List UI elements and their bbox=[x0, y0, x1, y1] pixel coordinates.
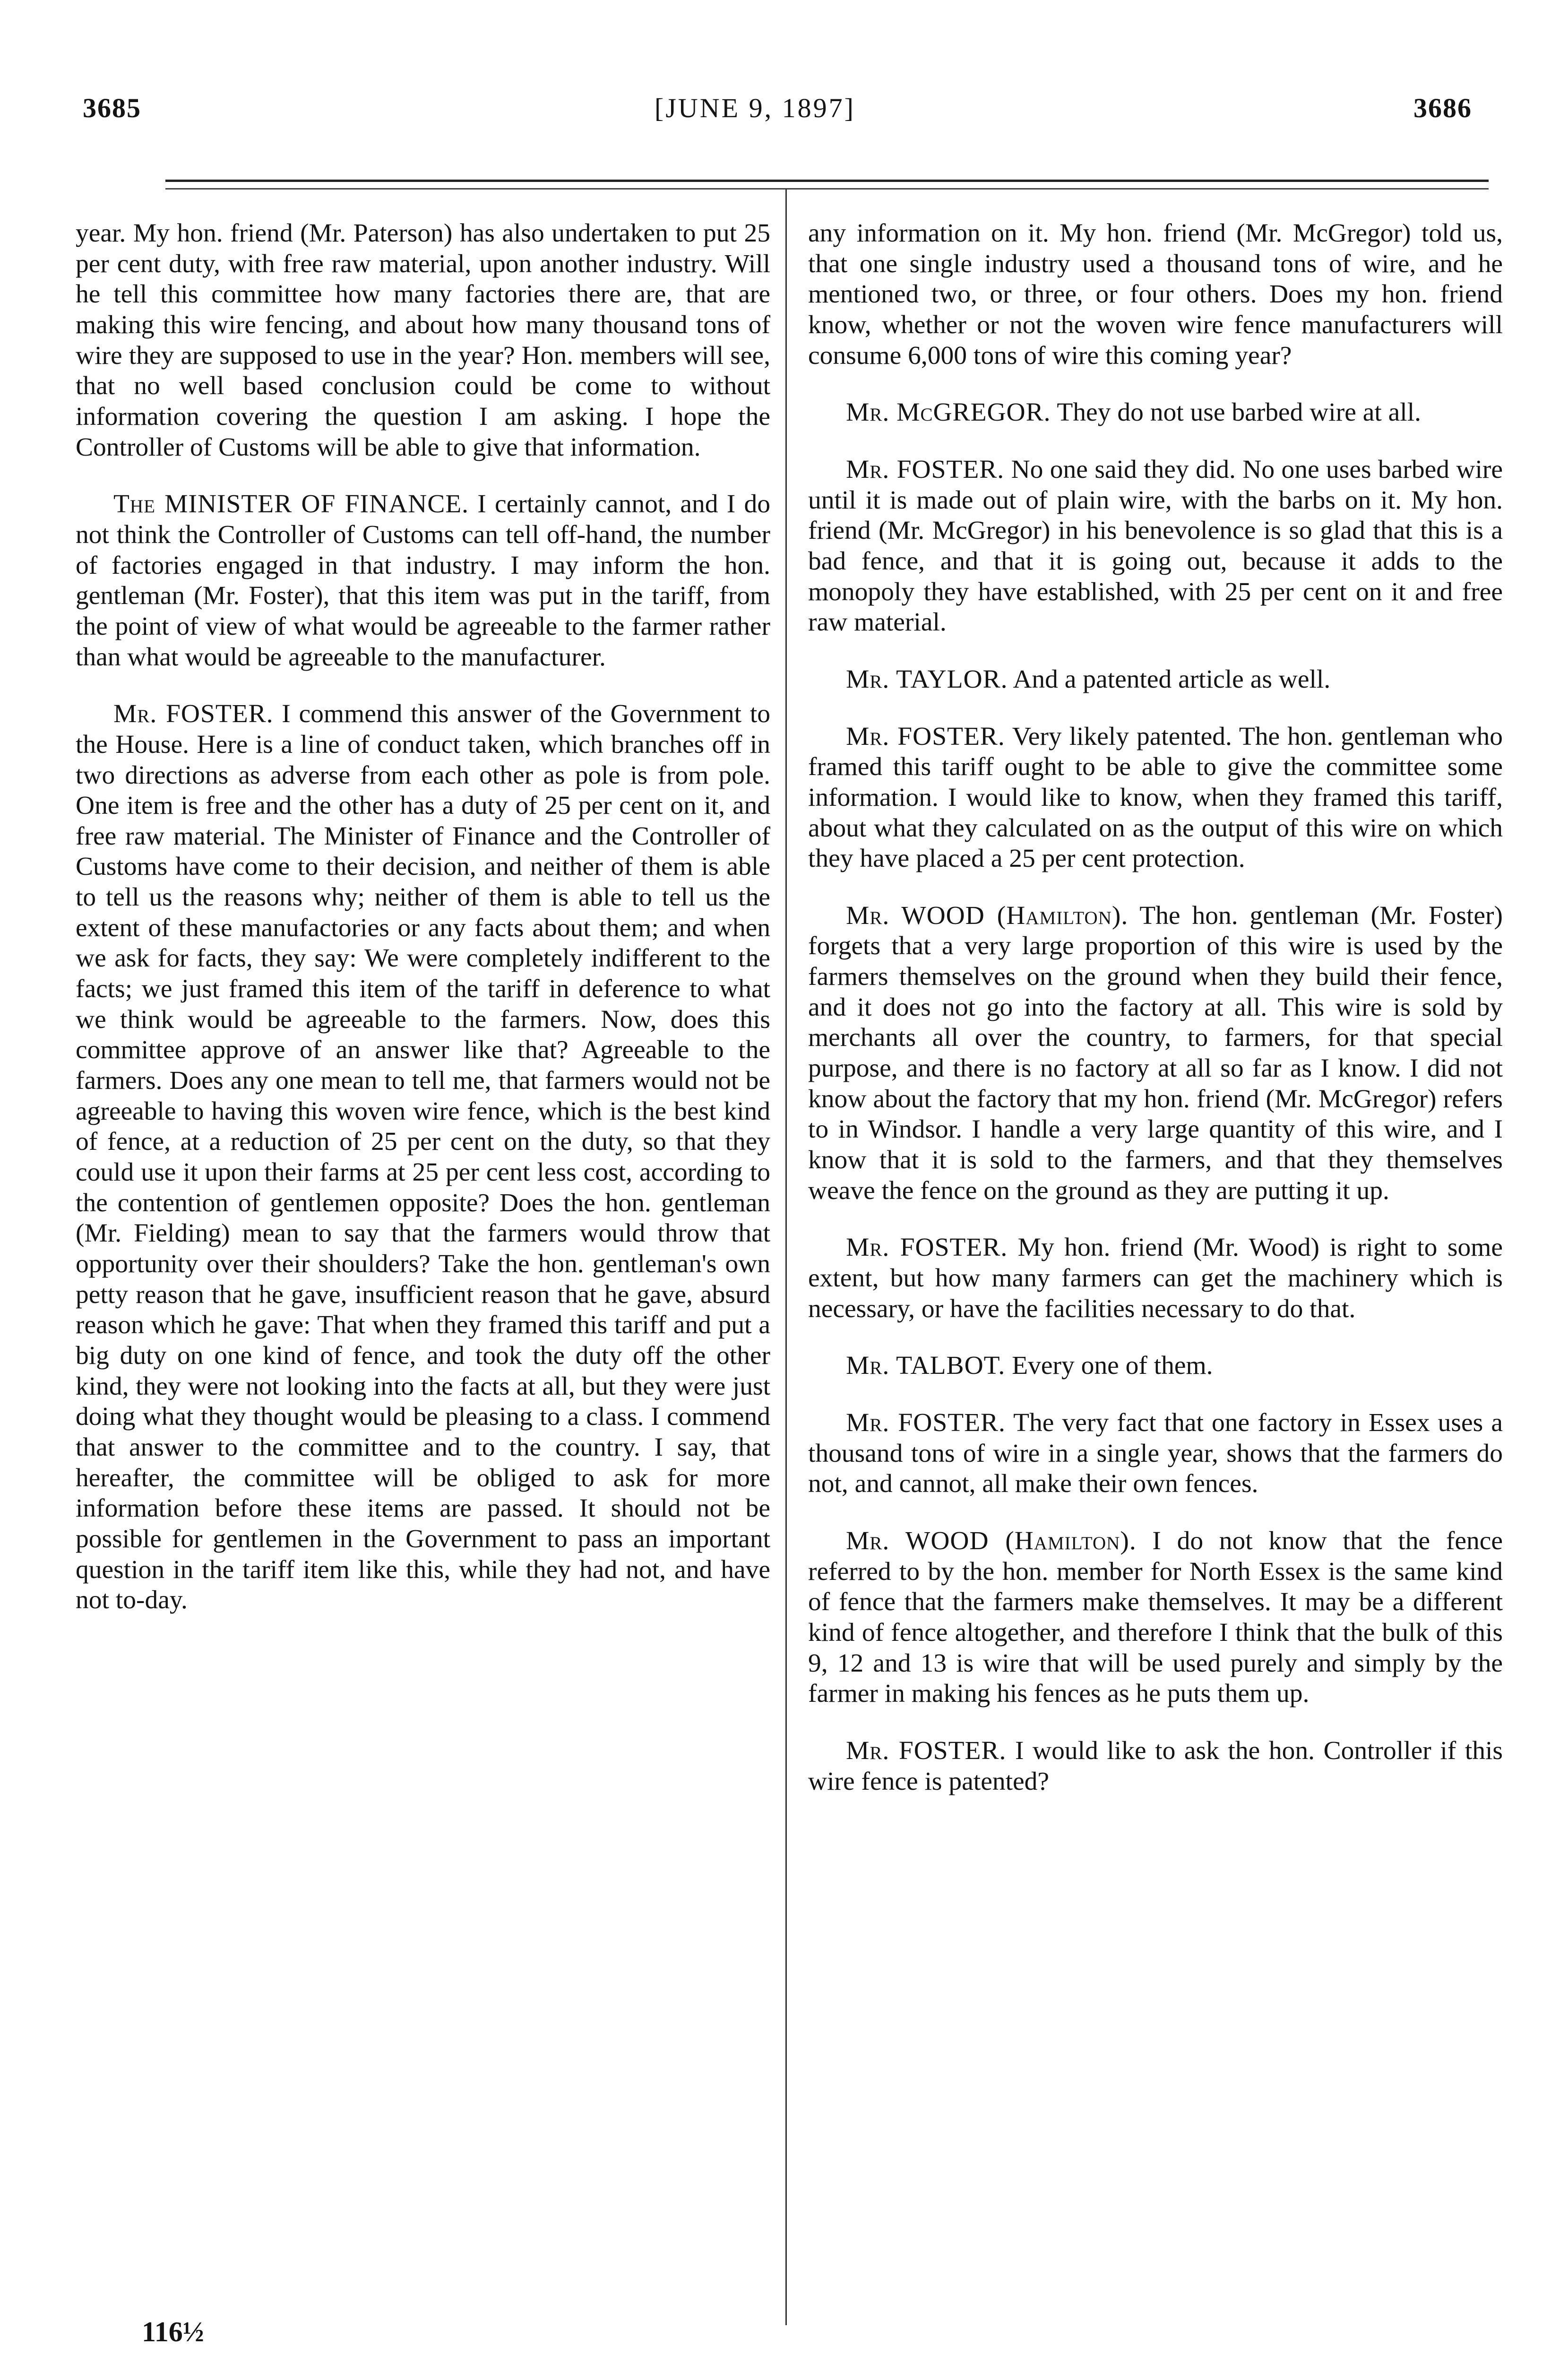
speaker-name: Mr. FOSTER. bbox=[846, 455, 1005, 484]
page-header bbox=[83, 92, 1472, 135]
speaker-name: Mr. WOOD (Hamilton). bbox=[846, 901, 1129, 930]
paragraph bbox=[808, 1408, 1503, 1500]
paragraph-text: I certainly cannot, and I do not think the Controller of Customs can tell off-hand, the number of factories engaged in that industry. I may inform the hon. gentleman (Mr. Foster), that this item was put in the tariff, from the point of view of what would be agreeable to the farmer rather than what would be agreeable to the manufacturer. bbox=[76, 490, 770, 672]
right-page-number: 3686 bbox=[1413, 93, 1472, 123]
paragraph-text: My hon. friend (Mr. Wood) is right to some extent, but how many farmers can get the machinery which is necessary, or have the facilities necessary to do that. bbox=[808, 1233, 1503, 1323]
paragraph-text: The hon. gentleman (Mr. Foster) forgets that a very large proportion of this wire is used by the farmers themselves on the ground when they build their fence, and it does not go into the factory at all. This wire is sold by merchants all over the country, to farmers, for that special purpose, and there is no factory at all so far as I know. I did not know about the factory that my hon. friend (Mr. McGregor) refers to in Windsor. I handle a very large quantity of this wire, and I know that it is sold to the farmers, and that they themselves weave the fence on the ground as they are putting it up. bbox=[808, 901, 1503, 1205]
paragraph-text: The very fact that one factory in Essex uses a thousand tons of wire in a single year, shows that the farmers do not, and cannot, all make their own fences. bbox=[808, 1408, 1503, 1499]
paragraph bbox=[76, 218, 770, 463]
right-column bbox=[808, 218, 1503, 1823]
speaker-name: Mr. FOSTER. bbox=[113, 699, 274, 729]
paragraph-text: No one said they did. No one uses barbed wire until it is made out of plain wire, with the barbs on it. My hon. friend (Mr. McGregor) in his benevolence is so glad that this is a bad fence, and that it is going out, because it adds to the monopoly they have established, with 25 per cent on it and free raw material. bbox=[808, 455, 1503, 637]
speaker-name: Mr. FOSTER. bbox=[846, 722, 1005, 751]
paragraph bbox=[808, 901, 1503, 1207]
speaker-name: Mr. McGREGOR. bbox=[846, 398, 1051, 427]
paragraph bbox=[808, 397, 1503, 428]
paragraph-text: Every one of them. bbox=[1012, 1351, 1213, 1380]
paragraph-text: Very likely patented. The hon. gentleman who framed this tariff ought to be able to give the committee some information. I would like to know, when they framed this tariff, about what they calculated on as the output of this wire on which they have placed a 25 per cent protection. bbox=[808, 722, 1503, 873]
left-column bbox=[76, 218, 770, 1642]
paragraph-text: They do not use barbed wire at all. bbox=[1057, 398, 1421, 427]
speaker-name: The MINISTER OF FINANCE. bbox=[113, 490, 469, 519]
paragraph bbox=[808, 1351, 1503, 1381]
paragraph-text: I would like to ask the hon. Controller if this wire fence is patented? bbox=[808, 1736, 1503, 1796]
paragraph-text: I commend this answer of the Government to the House. Here is a line of conduct taken, which branches off in two directions as adverse from each other as pole is from pole. One item is free and the other has a duty of 25 per cent on it, and free raw material. The Minister of Finance and the Controller of Customs have come to their decision, and neither of them is able to tell us the reasons why; neither of them is able to tell us the extent of these manufactories or any facts about them; and when we ask for facts, they say: We were completely indifferent to the facts; we just framed this item of the tariff in deference to what we think would be agreeable to the farmers. Now, does this committee approve of an answer like that? Agreeable to the farmers. Does any one mean to tell me, that farmers would not be agreeable to having this woven wire fence, which is the best kind of fence, at a reduction of 25 per cent on the duty, so that they could use it upon their farms at 25 per cent less cost, according to the contention of gentlemen opposite? Does the hon. gentleman (Mr. Fielding) mean to say that the farmers would throw that opportunity over their shoulders? Take the hon. gentleman's own petty reason that he gave, insufficient reason that he gave, absurd reason which he gave: That when they framed this tariff and put a big duty on one kind of fence, and took the duty off the other kind, they were not looking into the facts at all, but they were just doing what they thought would be pleasing to a class. I commend that answer to the committee and to the country. I say, that hereafter, the committee will be obliged to ask for more information before these items are passed. It should not be possible for gentlemen in the Government to pass an important question in the tariff item like this, while they had not, and have not to-day. bbox=[76, 699, 771, 1615]
speaker-name: Mr. FOSTER. bbox=[846, 1408, 1006, 1437]
header-rule-thin bbox=[165, 188, 1489, 190]
speaker-name: Mr. TAYLOR. bbox=[846, 664, 1008, 694]
paragraph-text: I do not know that the fence referred to by the hon. member for North Essex is the same kind of fence that the farmers make themselves. It may be a different kind of fence altogether, and therefore I think that the bulk of this 9, 12 and 13 is wire that will be used purely and simply by the farmer in making his fences as he puts them up. bbox=[808, 1526, 1503, 1708]
column-divider bbox=[785, 189, 787, 2325]
header-rule bbox=[165, 180, 1489, 182]
paragraph-text: And a patented article as well. bbox=[1013, 664, 1331, 694]
paragraph bbox=[76, 699, 770, 1616]
paragraph bbox=[808, 1233, 1503, 1324]
left-page-number: 3685 bbox=[83, 93, 141, 123]
speaker-name: Mr. FOSTER. bbox=[846, 1736, 1007, 1765]
paragraph-text: year. My hon. friend (Mr. Paterson) has also undertaken to put 25 per cent duty, with free raw material, upon another industry. Will he tell this committee how many factories there are, that are making this wire fencing, and about how many thousand tons of wire they are supposed to use in the year? Hon. members will see, that no well based conclusion could be come to without information covering the question I am asking. I hope the Controller of Customs will be able to give that information. bbox=[76, 219, 770, 462]
speaker-name: Mr. TALBOT. bbox=[846, 1351, 1006, 1380]
speaker-name: Mr. FOSTER. bbox=[846, 1233, 1008, 1262]
paragraph bbox=[808, 1736, 1503, 1797]
paragraph-text: any information on it. My hon. friend (Mr. McGregor) told us, that one single industry used a thousand tons of wire, and he mentioned two, or three, or four others. Does my hon. friend know, whether or not the woven wire fence manufacturers will consume 6,000 tons of wire this coming year? bbox=[808, 219, 1503, 370]
paragraph bbox=[808, 218, 1503, 371]
signature-mark: 116½ bbox=[142, 2316, 204, 2347]
paragraph bbox=[808, 722, 1503, 874]
speaker-name: Mr. WOOD (Hamilton). bbox=[846, 1526, 1137, 1555]
paragraph bbox=[76, 489, 770, 673]
paragraph bbox=[808, 1526, 1503, 1709]
paragraph bbox=[808, 664, 1503, 695]
paragraph bbox=[808, 455, 1503, 638]
page-date: [JUNE 9, 1897] bbox=[655, 93, 855, 123]
